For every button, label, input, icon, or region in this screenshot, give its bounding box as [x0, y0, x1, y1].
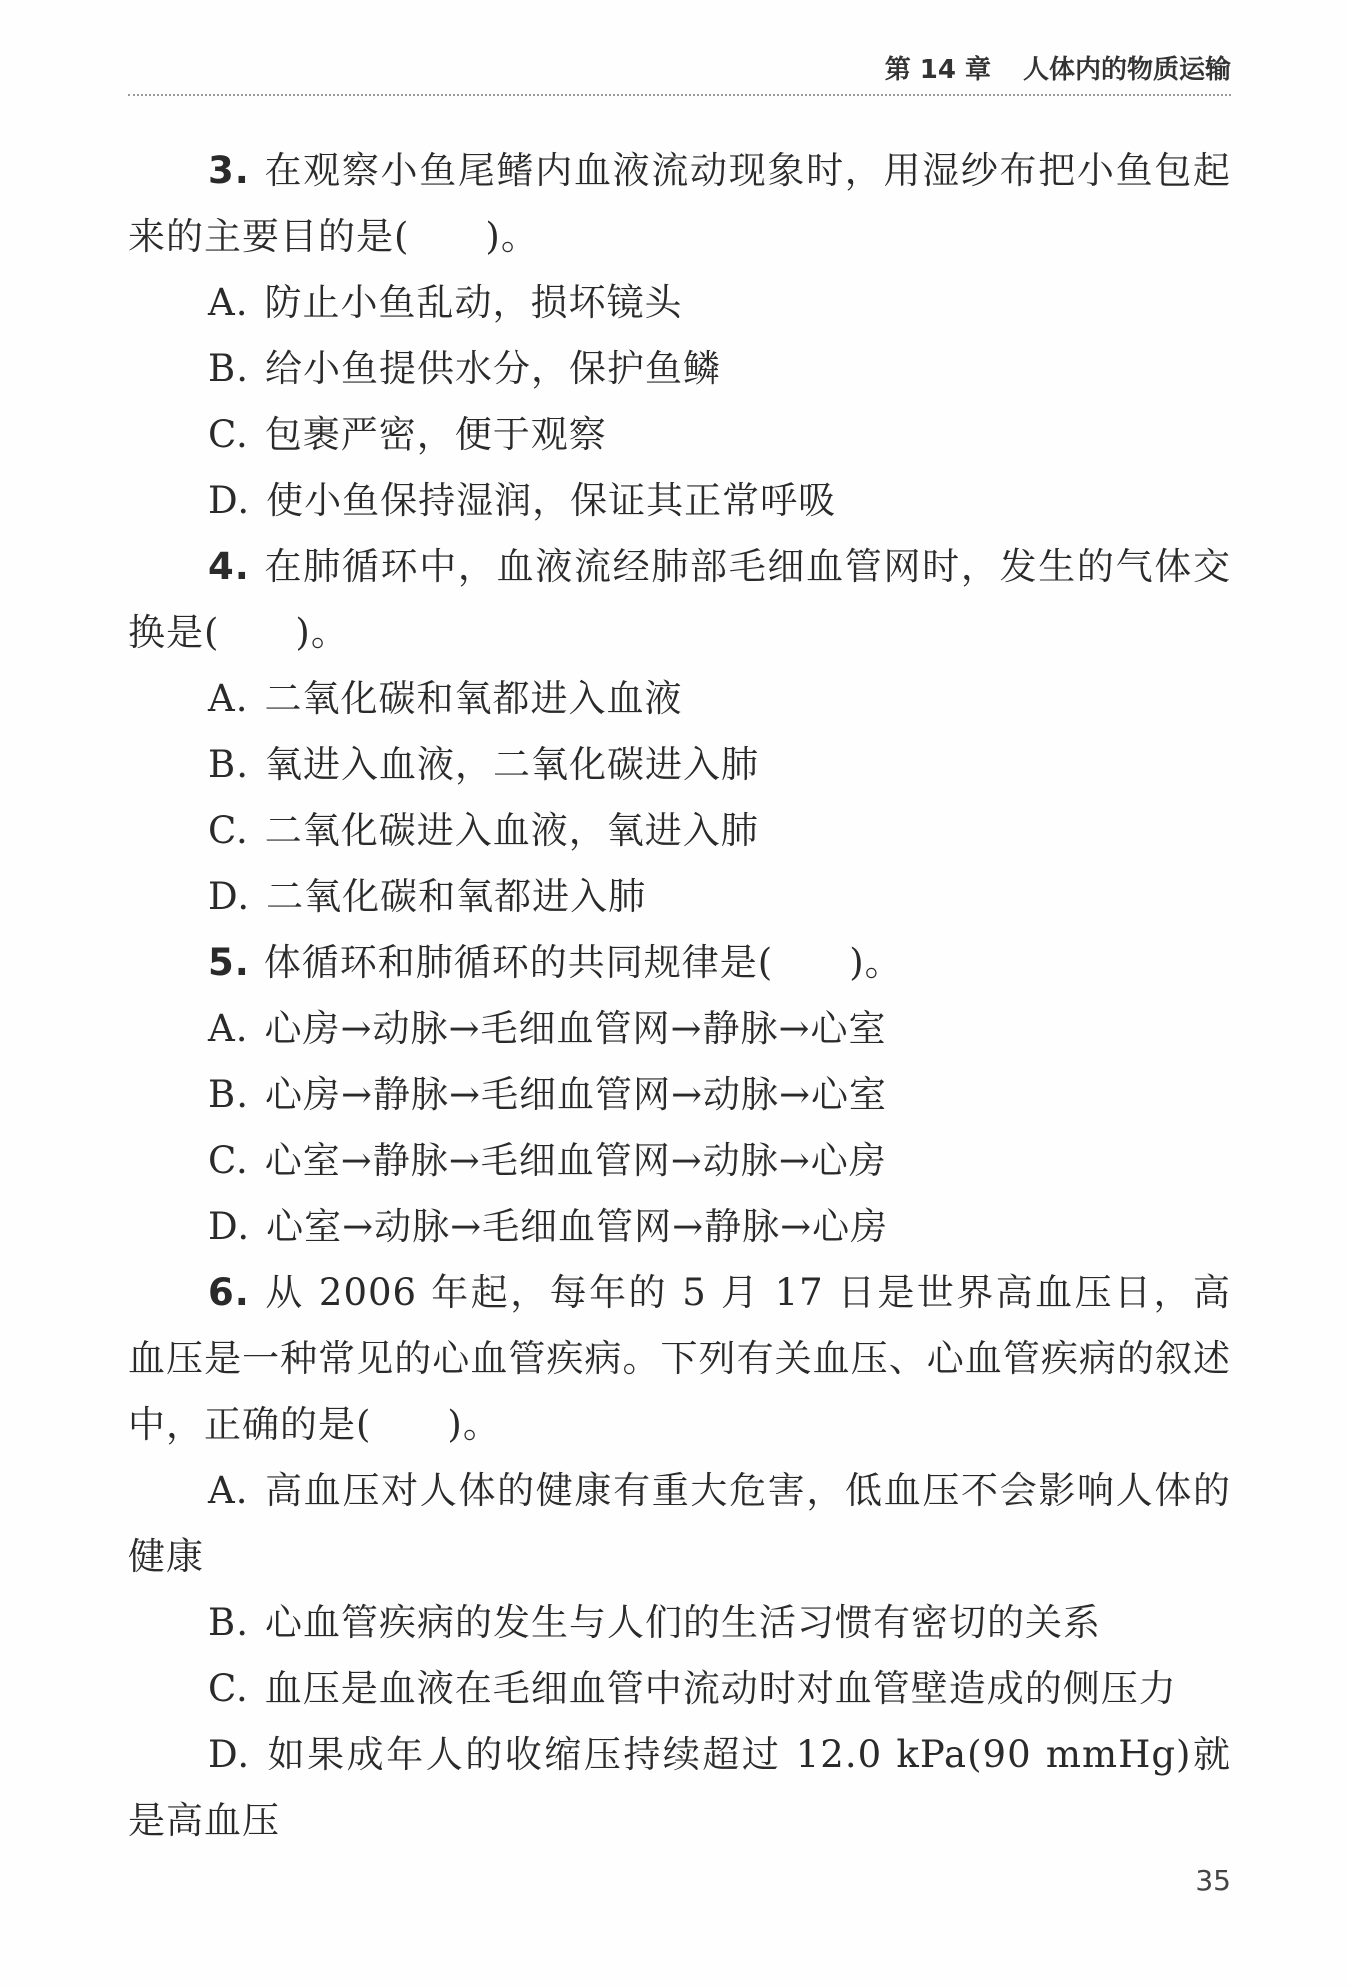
option-text: 包裹严密，便于观察	[264, 413, 607, 456]
answer-option	[128, 996, 1231, 1062]
option-letter: D.	[208, 1205, 251, 1248]
question-stem	[128, 138, 1231, 270]
option-letter: A.	[208, 281, 249, 324]
option-letter: A.	[208, 1469, 249, 1512]
question-number: 3.	[208, 149, 250, 192]
answer-option	[128, 270, 1231, 336]
option-letter: D.	[208, 1733, 251, 1776]
option-text: 如果成年人的收缩压持续超过 12.0 kPa(90 mmHg)就是高血压	[128, 1733, 1231, 1842]
option-text: 心血管疾病的发生与人们的生活习惯有密切的关系	[264, 1601, 1101, 1644]
answer-option	[128, 864, 1231, 930]
option-letter: A.	[208, 1007, 249, 1050]
running-header	[128, 50, 1231, 96]
option-text: 血压是血液在毛细血管中流动时对血管壁造成的侧压力	[264, 1667, 1177, 1710]
option-letter: B.	[208, 743, 249, 786]
answer-option	[128, 1062, 1231, 1128]
answer-option	[128, 1458, 1231, 1590]
option-letter: C.	[208, 413, 249, 456]
option-letter: C.	[208, 1667, 249, 1710]
option-text: 使小鱼保持湿润，保证其正常呼吸	[266, 479, 837, 522]
answer-option	[128, 1722, 1231, 1854]
question-text: 体循环和肺循环的共同规律是( )。	[263, 941, 903, 984]
option-letter: C.	[208, 1139, 249, 1182]
option-letter: C.	[208, 809, 249, 852]
question-number: 4.	[208, 545, 250, 588]
option-text: 心房→动脉→毛细血管网→静脉→心室	[264, 1007, 887, 1050]
option-text: 二氧化碳进入血液，氧进入肺	[264, 809, 759, 852]
option-text: 二氧化碳和氧都进入血液	[264, 677, 683, 720]
question-stem	[128, 534, 1231, 666]
option-letter: D.	[208, 479, 251, 522]
answer-option	[128, 798, 1231, 864]
answer-option	[128, 336, 1231, 402]
option-text: 心室→静脉→毛细血管网→动脉→心房	[264, 1139, 887, 1182]
chapter-title: 人体内的物质运输	[1022, 55, 1231, 85]
question-list	[128, 138, 1231, 1854]
chapter-number: 第 14 章	[884, 55, 991, 85]
question-number: 5.	[208, 941, 250, 984]
answer-option	[128, 732, 1231, 798]
option-text: 心室→动脉→毛细血管网→静脉→心房	[266, 1205, 889, 1248]
question-stem	[128, 1260, 1231, 1458]
question-text: 在肺循环中，血液流经肺部毛细血管网时，发生的气体交换是( )。	[128, 545, 1231, 654]
option-text: 氧进入血液，二氧化碳进入肺	[264, 743, 759, 786]
answer-option	[128, 402, 1231, 468]
option-text: 高血压对人体的健康有重大危害，低血压不会影响人体的健康	[128, 1469, 1231, 1578]
option-letter: D.	[208, 875, 251, 918]
option-letter: B.	[208, 347, 249, 390]
question-text: 从 2006 年起，每年的 5 月 17 日是世界高血压日，高血压是一种常见的心血管疾病。下列有关血压、心血管疾病的叙述中，正确的是( )。	[128, 1271, 1231, 1446]
option-letter: A.	[208, 677, 249, 720]
question-number: 6.	[208, 1271, 250, 1314]
answer-option	[128, 1656, 1231, 1722]
option-text: 二氧化碳和氧都进入肺	[266, 875, 647, 918]
question-text: 在观察小鱼尾鳍内血液流动现象时，用湿纱布把小鱼包起来的主要目的是( )。	[128, 149, 1231, 258]
option-text: 给小鱼提供水分，保护鱼鳞	[264, 347, 721, 390]
answer-option	[128, 666, 1231, 732]
question-stem	[128, 930, 1231, 996]
option-text: 防止小鱼乱动，损坏镜头	[264, 281, 683, 324]
option-letter: B.	[208, 1073, 249, 1116]
answer-option	[128, 1590, 1231, 1656]
option-text: 心房→静脉→毛细血管网→动脉→心室	[264, 1073, 887, 1116]
answer-option	[128, 1128, 1231, 1194]
option-letter: B.	[208, 1601, 249, 1644]
page-number: 35	[1195, 1864, 1231, 1897]
answer-option	[128, 468, 1231, 534]
answer-option	[128, 1194, 1231, 1260]
